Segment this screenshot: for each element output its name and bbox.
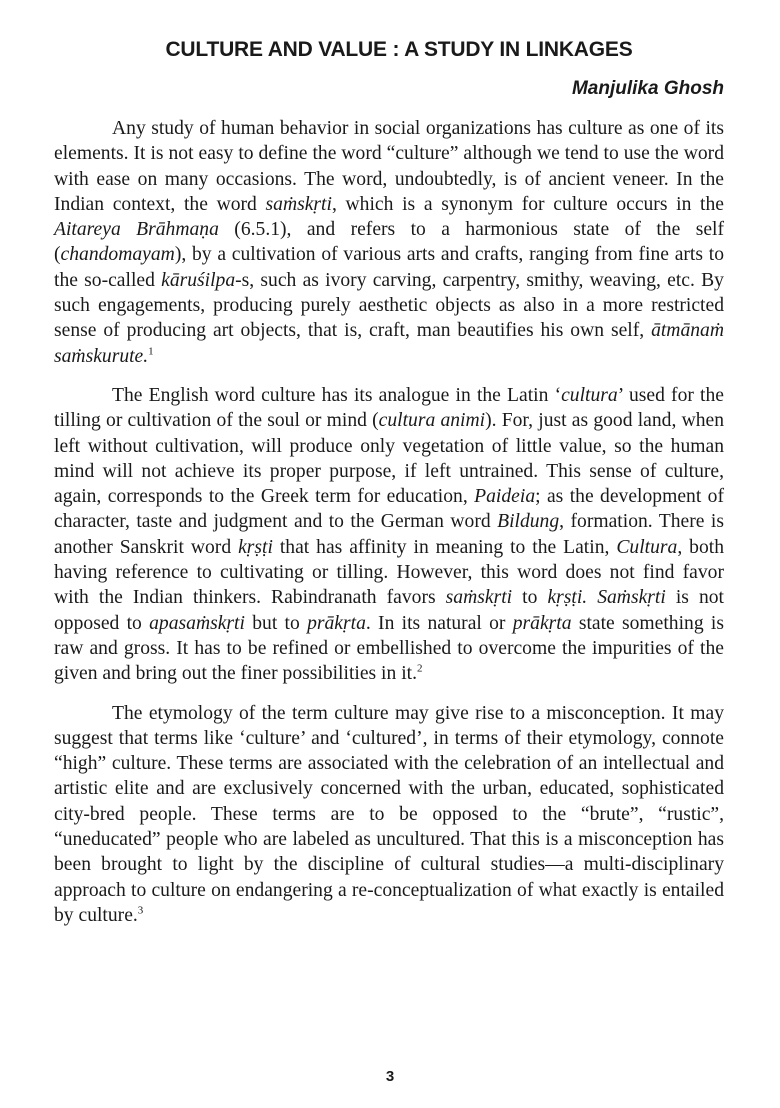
- paragraph-text: (6.5.1), and refers to a harmonious state of the self (: [54, 219, 724, 266]
- paragraph-text: ), by a cultivation of various arts and crafts, ranging from fine arts to the so-called: [54, 244, 724, 291]
- paragraph-text: , formation. There is another Sanskrit word: [54, 511, 725, 558]
- paragraph-text: . In its natural or: [365, 612, 513, 634]
- paragraph-text: that has affinity in meaning to the Latin,: [272, 536, 617, 558]
- paragraph-3: [54, 701, 724, 929]
- italic-term: prākṛta: [512, 612, 572, 634]
- paragraph-text: , both having reference to cultivating or tilling. However, this word does not find favor with the Indian thinkers. Rabindranath favors: [54, 536, 724, 609]
- paragraph-1: [54, 116, 724, 369]
- italic-term: Paideia: [474, 486, 536, 508]
- italic-term: cultura animi: [378, 410, 486, 432]
- footnote-marker: 1: [148, 345, 154, 358]
- paragraph-text: -s, such as ivory carving, carpentry, smithy, weaving, etc. By such engagements, producing purely aesthetic objects as also in a more restricted sense of producing art objects, that is, craft, man beautifies his own self,: [54, 269, 724, 342]
- italic-term: Aitareya Brāhmaṇa: [54, 219, 219, 241]
- footnote-marker: 3: [137, 904, 144, 917]
- italic-term: prākṛta: [307, 612, 366, 634]
- document-page: [54, 36, 724, 942]
- paragraph-text: The English word culture has its analogue in the Latin ‘: [112, 384, 562, 406]
- author-name: Manjulika Ghosh: [571, 78, 724, 99]
- page-number: 3: [385, 1068, 395, 1085]
- paragraph-text: to: [512, 587, 548, 609]
- paragraph-text: is not opposed to: [54, 587, 724, 634]
- italic-term: kṛṣṭi. Saṁskṛti: [547, 587, 666, 609]
- paragraph-text: state something is raw and gross. It has to be refined or embellished to overcome the impurities of the given and bring out the finer possibilities in it.: [54, 612, 724, 685]
- italic-term: apasaṁskṛti: [149, 612, 245, 634]
- italic-term: cultura: [561, 384, 618, 406]
- italic-term: Cultura: [616, 536, 678, 558]
- paragraph-text: The etymology of the term culture may give rise to a misconception. It may suggest that terms like ‘culture’ and ‘cultured’, in terms of their etymology, connote “high” culture. These terms are associated with the celebration of an intellectual and artistic elite and are exclusively concerned with the urban, educated, sophisticated city-bred people. These terms are to be opposed to the “brute”, “rustic”, “uneducated” people who are labeled as uncultured. That this is a misconception has been brought to light by the discipline of cultural studies—a multi-disciplinary approach to culture on endangering a re-conceptualization of what exactly is entailed by culture.: [54, 702, 724, 926]
- paragraph-text: but to: [244, 612, 308, 634]
- paragraph-text: Any study of human behavior in social organizations has culture as one of its elements. It is not easy to define the word “culture” although we tend to use the word with ease on many occasions. The word, undoubtedly, is of ancient veneer. In the Indian context, the word: [54, 118, 724, 215]
- paragraph-text: ). For, just as good land, when left without cultivation, will produce only vegetation of little value, so the human mind will not achieve its proper purpose, if left untrained. This sense of culture, again, corresponds to the Greek term for education,: [54, 410, 725, 508]
- paragraph-text: ’ used for the tilling or cultivation of the soul or mind (: [54, 384, 724, 432]
- italic-term: kṛṣṭi: [238, 536, 273, 558]
- italic-term: saṁskṛti: [445, 587, 513, 609]
- italic-term: kāruśilpa: [161, 269, 236, 291]
- italic-term: Bildung: [497, 511, 560, 533]
- paragraph-2: [54, 383, 724, 687]
- italic-term: saṁskṛti: [265, 193, 332, 215]
- document-title: CULTURE AND VALUE : A STUDY IN LINKAGES: [165, 38, 633, 61]
- paragraph-text: ; as the development of character, taste and judgment and to the German word: [54, 486, 724, 533]
- italic-term: ātmānaṁ saṁskurute.: [54, 320, 724, 367]
- paragraph-text: , which is a synonym for culture occurs in the: [331, 193, 724, 215]
- footnote-marker: 2: [416, 662, 423, 675]
- italic-term: chandomayam: [60, 244, 175, 266]
